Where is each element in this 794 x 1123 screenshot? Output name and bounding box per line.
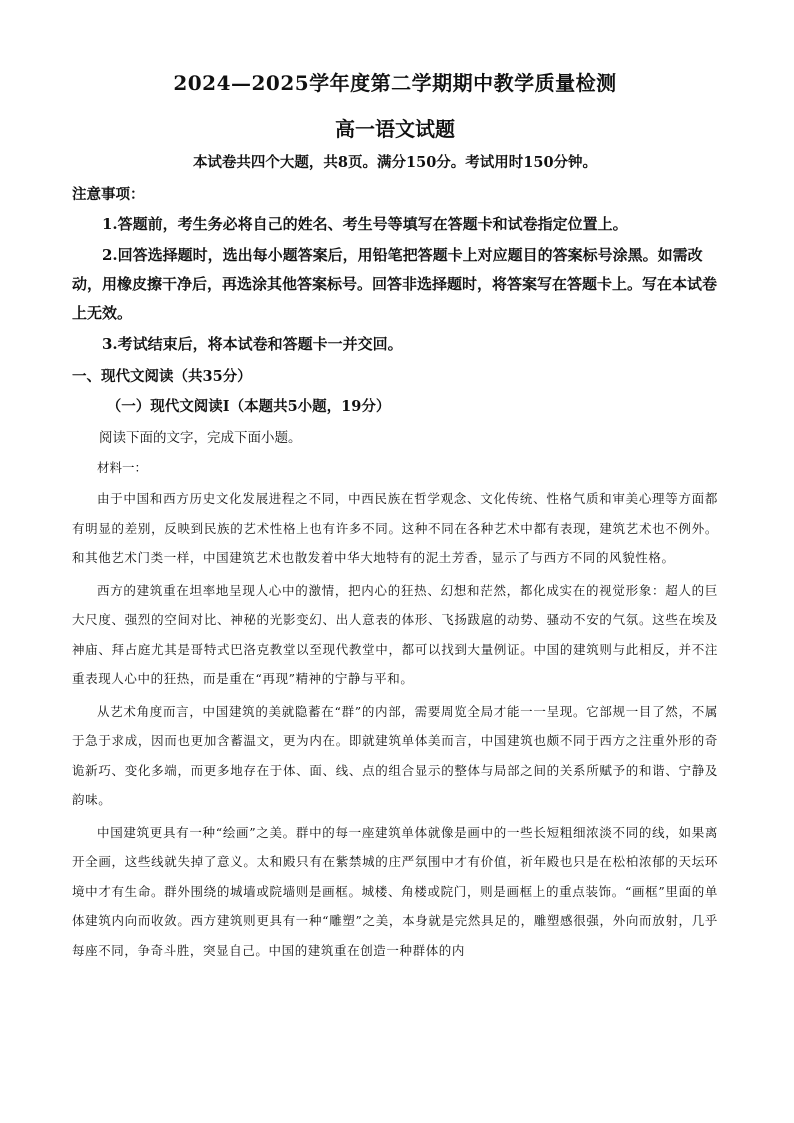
notice-heading: 注意事项： (72, 186, 145, 203)
material-paragraph-3: 从艺术角度而言，中国建筑的美就隐蓄在“群”的内部，需要周览全局才能一一呈现。它部规一目了然，不属于急于求成，因而也更加含蓄温文，更为内在。即就建筑单体美而言，中国建筑也颇不同于西方之注重外形的奇诡新巧、变化多端，而更多地存在于体、面、线、点的组合显示的整体与局部之间的关系所赋予的和谐、宁静及韵味。 (72, 703, 718, 807)
notice-item-3: 3.考试结束后，将本试卷和答题卡一并交回。 (102, 335, 403, 353)
exam-title: 2024—2025学年度第二学期期中教学质量检测 (173, 71, 617, 95)
material-paragraph-1: 由于中国和西方历史文化发展进程之不同，中西民族在哲学观念、文化传统、性格气质和审美心理等方面都有明显的差别，反映到民族的艺术性格上也有许多不同。这种不同在各种艺术中都有表现，建筑艺术也不例外。和其他艺术门类一样，中国建筑艺术也散发着中华大地特有的泥土芳香，显示了与西方不同的风貌性格。 (72, 491, 718, 565)
material-paragraph-2: 西方的建筑重在坦率地呈现人心中的激情，把内心的狂热、幻想和茫然，都化成实在的视觉形象：超人的巨大尺度、强烈的空间对比、神秘的光影变幻、出人意表的体形、飞扬跋扈的动势、骚动不安的气氛。这些在埃及神庙、拜占庭尤其是哥特式巴洛克教堂以至现代教堂中，都可以找到大量例证。中国的建筑则与此相反，并不注重表现人心中的狂热，而是重在“再现”精神的宁静与平和。 (72, 582, 718, 686)
notice-block (72, 182, 718, 359)
reading-section (72, 363, 718, 965)
material-paragraph-4: 中国建筑更具有一种“绘画”之美。群中的每一座建筑单体就像是画中的一些长短粗细浓淡不同的线，如果离开全画，这些线就失掉了意义。太和殿只有在紫禁城的庄严氛围中才有价值，祈年殿也只是在松柏浓郁的天坛环境中才有生命。群外围绕的城墙或院墙则是画框。城楼、角楼或院门，则是画框上的重点装饰。“画框”里面的单体建筑内向而收敛。西方建筑则更具有一种“雕塑”之美，本身就是完然具足的，雕塑感很强，外向而放射，几乎每座不同，争奇斗胜，突显自己。中国的建筑重在创造一种群体的内 (72, 824, 718, 958)
reading-instruction: 阅读下面的文字，完成下面小题。 (99, 430, 302, 446)
subsection-heading: （一）现代文阅读Ⅰ（本题共5小题，19分） (106, 398, 391, 415)
notice-item-1: 1.答题前，考生务必将自己的姓名、考生号等填写在答题卡和试卷指定位置上。 (102, 215, 628, 233)
exam-info: 本试卷共四个大题，共8页。满分150分。考试用时150分钟。 (192, 154, 598, 171)
section-heading: 一、现代文阅读（共35分） (72, 368, 252, 385)
notice-item-2: 2.回答选择题时，选出每小题答案后，用铅笔把答题卡上对应题目的答案标号涂黑。如需改动，用橡皮擦干净后，再选涂其他答案标号。回答非选择题时，将答案写在答题卡上。写在本试卷上无效。 (72, 246, 718, 322)
exam-subtitle: 高一语文试题 (335, 117, 455, 141)
material-label: 材料一： (97, 460, 148, 475)
